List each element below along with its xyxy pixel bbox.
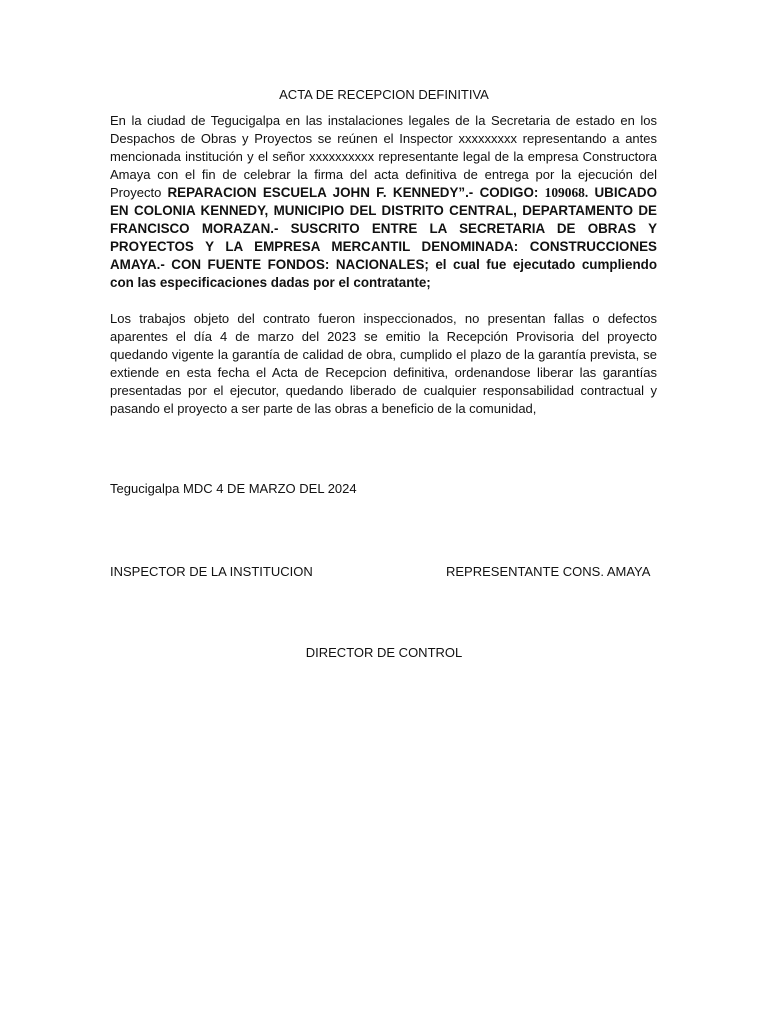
project-name: REPARACION ESCUELA JOHN F. KENNEDY”.- CODIGO: [167, 185, 545, 200]
signature-representative: REPRESENTANTE CONS. AMAYA [446, 564, 651, 579]
document-title: ACTA DE RECEPCION DEFINITIVA [279, 87, 489, 102]
paragraph-intro [110, 112, 657, 292]
project-code: 109068. [544, 185, 589, 200]
signature-director: DIRECTOR DE CONTROL [305, 645, 463, 660]
project-details: UBICADO EN COLONIA KENNEDY, MUNICIPIO DEL DISTRITO CENTRAL, DEPARTAMENTO DE FRANCISCO MORAZAN.- SUSCRITO ENTRE LA SECRETARIA DE OBRAS Y PROYECTOS Y LA EMPRESA MERCANTIL DENOMINADA: CONSTRUCCIONES AMAYA.- CON FUENTE FONDOS: NACIONALES; el cual fue ejecutado cumpliendo con las especificaciones dadas por el contratante; [110, 185, 657, 290]
signature-inspector: INSPECTOR DE LA INSTITUCION [110, 564, 313, 579]
intro-text: En la ciudad de Tegucigalpa en las instalaciones legales de la Secretaria de estado en los Despachos de Obras y Proyectos se reúnen el Inspector xxxxxxxxx representando a antes mencionada institución y el señor xxxxxxxxxx representante legal de la empresa Constructora Amaya con el fin de celebrar la firma del acta definitiva de entrega por la ejecución del Proyecto [110, 113, 657, 200]
paragraph-inspection: Los trabajos objeto del contrato fueron inspeccionados, no presentan fallas o defectos aparentes el día 4 de marzo del 2023 se emitio la Recepción Provisoria del proyecto quedando vigente la garantía de calidad de obra, cumplido el plazo de la garantía prevista, se extiende en esta fecha el Acta de Recepcion definitiva, ordenandose liberar las garantías presentadas por el ejecutor, quedando liberado de cualquier responsabilidad contractual y pasando el proyecto a ser parte de las obras a beneficio de la comunidad, [110, 311, 657, 416]
place-date: Tegucigalpa MDC 4 DE MARZO DEL 2024 [110, 481, 357, 496]
